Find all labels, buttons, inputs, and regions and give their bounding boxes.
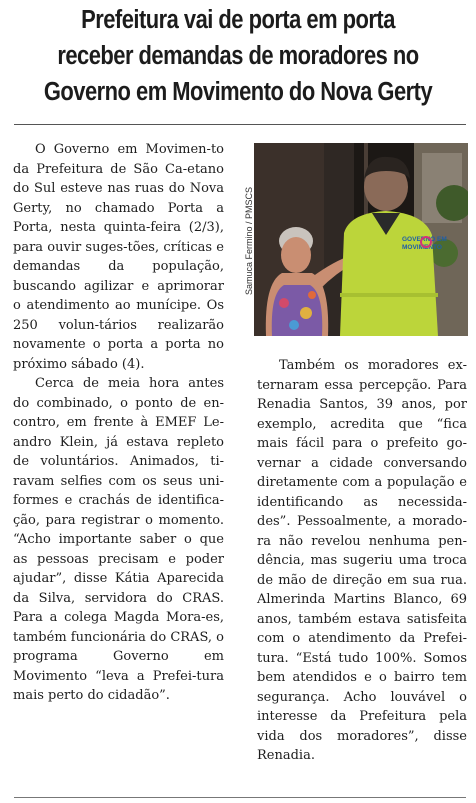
photo-credit [240, 148, 252, 338]
vest-text-line-2: MOVIMENTO [402, 244, 442, 251]
headline-line-2: receber demandas de moradores no [57, 42, 419, 70]
headline-line-3: Governo em Movimento do Nova Gerty [43, 78, 433, 106]
headline-divider [14, 124, 466, 125]
article-column-2 [257, 356, 467, 766]
headline [38, 2, 437, 110]
paragraph-3: Também os moradores ex-ternaram essa percepção. Para Renadia Santos, 39 anos, por exemplo, acredita que “fica mais fácil para o prefeito go-vernar a cidade conversando diretamente com a população e identificando as necessida-des”. Pessoalmente, a morado-ra não revelou nenhuma pen-dência, mas sugeriu uma troca de mão de direção em sua rua. Almerinda Martins Blanco, 69 anos, também estava satisfeita com o atendimento da Prefei-tura. “Está tudo 100%. Somos bem atendidos e o bairro tem segurança. Acho louvável o interesse da Prefeitura pela vida dos moradores”, disse Renadia. [257, 358, 467, 763]
article-photo [254, 143, 468, 336]
paragraph-1: O Governo em Movimen-to da Prefeitura de São Ca-etano do Sul esteve nas ruas do Nova Gerty, no chamado Porta a Porta, nesta quinta-feira (2/3), para ouvir suges-tões, críticas e demandas da população, buscando agilizar e aprimorar o atendimento ao munícipe. Os 250 volun-tários realizarão novamente o porta a porta no próximo sábado (4). [13, 142, 224, 372]
vest-text-line-1: GOVERNO EM [402, 236, 447, 243]
bottom-rule [14, 797, 466, 798]
article-column-1 [13, 140, 224, 706]
photo-illustration [254, 143, 468, 336]
paragraph-2: Cerca de meia hora antes do combinado, o ponto de en-contro, em frente à EMEF Le-andro Klein, já estava repleto de voluntários. Animados, ti-ravam selfies com os seus uni-formes e crachás de identifica-ção, para registrar o momento. “Acho importante saber o que as pessoas precisam e poder ajudar”, disse Kátia Aparecida da Silva, servidora do CRAS. Para a colega Magda Mora-es, também funcionária do CRAS, o programa Governo em Movimento “leva a Prefei-tura mais perto do cidadão”. [13, 376, 224, 703]
photo-credit-text: Samuca Fermino / PMSCS [244, 186, 254, 296]
headline-line-1: Prefeitura vai de porta em porta [81, 6, 395, 34]
